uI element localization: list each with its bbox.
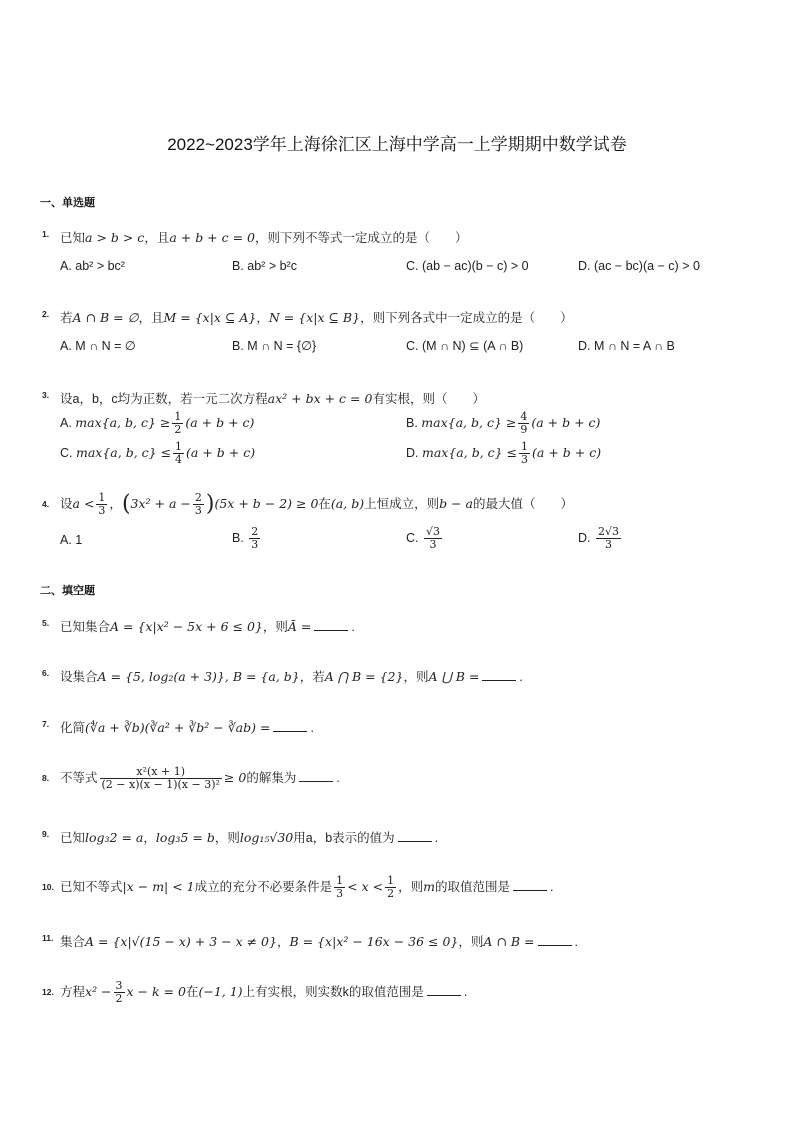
question-number: 10. [42, 882, 54, 892]
option-b[interactable]: B. M ∩ N = {∅} [232, 339, 317, 353]
question-text: 设a，b，c均为正数，若一元二次方程ax² + bx + c = 0有实根，则（ ） [60, 391, 485, 406]
answer-blank[interactable] [299, 769, 333, 782]
option-b[interactable]: B. ab² > b²c [232, 259, 297, 273]
section-heading-single-choice: 一、单选题 [40, 197, 95, 209]
answer-blank[interactable] [427, 983, 461, 996]
answer-blank[interactable] [273, 719, 307, 732]
answer-blank[interactable] [513, 878, 547, 891]
question-text: 设a < $\frac{1}{3}$ ，(3x² + a − $\frac{2}{3}$ )(5x + b − 2) ≥ 0在(a, b)上恒成立，则b − a的最大值（ ） [60, 491, 573, 517]
option-d[interactable]: D. (ac − bc)(a − c) > 0 [578, 259, 700, 273]
question-text: 设集合A = {5, log₂(a + 3)}, B = {a, b}，若A ⋂ B = {2}，则A ⋃ B = . [60, 669, 523, 684]
question-text: 已知集合A = {x|x² − 5x + 6 ≤ 0}，则Ā = . [60, 619, 355, 634]
option-c[interactable]: C. (ab − ac)(b − c) > 0 [406, 259, 529, 273]
option-b[interactable]: B. $\frac{2}{3}$ [232, 525, 259, 551]
option-d[interactable]: D. max{a, b, c} ≤ $\frac{1}{3}$ (a + b + c) [406, 440, 602, 466]
question-number: 9. [42, 829, 50, 839]
question-text: 已知a > b > c，且a + b + c = 0，则下列不等式一定成立的是（ ） [60, 230, 468, 245]
option-d[interactable]: D. $\frac{2√3}{3}$ [578, 525, 619, 551]
answer-blank[interactable] [538, 933, 572, 946]
option-c[interactable]: C. $\frac{√3}{3}$ [406, 525, 440, 551]
question-text: 已知不等式|x − m| < 1成立的充分不必要条件是 $\frac{1}{3}$ < x < $\frac{1}{2}$ ，则m的取值范围是 . [60, 874, 554, 900]
question-text: 化简(∜a + ∛b)(∛a² + ∛b² − ∛ab) = . [60, 720, 314, 735]
question-number: 5. [42, 618, 50, 628]
option-c[interactable]: C. max{a, b, c} ≤ $\frac{1}{4}$ (a + b + c) [60, 440, 256, 466]
answer-blank[interactable] [314, 618, 348, 631]
answer-blank[interactable] [398, 829, 432, 842]
question-number: 8. [42, 773, 50, 783]
question-number: 7. [42, 719, 50, 729]
option-d[interactable]: D. M ∩ N = A ∩ B [578, 339, 675, 353]
question-number: 12. [42, 987, 54, 997]
question-number: 11. [42, 933, 54, 943]
question-text: 若A ∩ B = ∅，且M = {x|x ⊆ A}，N = {x|x ⊆ B}，则下列各式中一定成立的是（ ） [60, 310, 573, 325]
question-text: 集合A = {x|√(15 − x) + 3 − x ≠ 0}，B = {x|x² − 16x − 36 ≤ 0}，则A ∩ B = . [60, 934, 578, 949]
option-b[interactable]: B. max{a, b, c} ≥ $\frac{4}{9}$ (a + b + c) [406, 410, 601, 436]
answer-blank[interactable] [482, 668, 516, 681]
option-a[interactable]: A. max{a, b, c} ≥ $\frac{1}{2}$ (a + b + c) [60, 410, 255, 436]
option-a[interactable]: A. M ∩ N = ∅ [60, 339, 136, 353]
question-number: 1. [42, 229, 50, 239]
question-number: 3. [42, 390, 50, 400]
option-c[interactable]: C. (M ∩ N) ⊆ (A ∩ B) [406, 339, 524, 353]
page-title: 2022~2023学年上海徐汇区上海中学高一上学期期中数学试卷 [167, 135, 627, 154]
section-heading-fill-blank: 二、填空题 [40, 585, 95, 597]
question-text: 不等式 $\frac{\text{x²(x + 1)}}{\text{(2 − x)(x − 1)(x − 3)²}}$ ≥ 0的解集为 . [60, 765, 340, 791]
question-text: 方程x² − $\frac{3}{2}$ x − k = 0在(−1, 1)上有实根，则实数k的取值范围是 . [60, 979, 468, 1005]
question-number: 2. [42, 309, 50, 319]
option-a[interactable]: A. 1 [60, 533, 83, 547]
question-number: 4. [42, 499, 50, 509]
option-a[interactable]: A. ab² > bc² [60, 259, 125, 273]
question-number: 6. [42, 668, 50, 678]
question-text: 已知log₃2 = a，log₃5 = b，则log₁₅√30用a，b表示的值为 . [60, 830, 439, 845]
